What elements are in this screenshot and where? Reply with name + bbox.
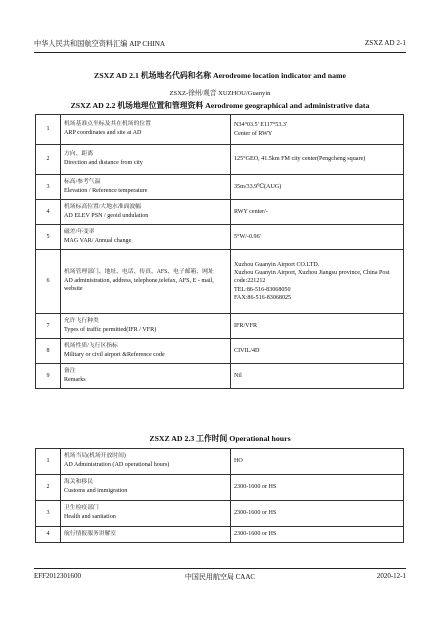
row-value — [231, 339, 404, 364]
table-row — [36, 527, 404, 543]
row-number: 2 — [36, 145, 61, 175]
value-line: 2300-1600 or HS — [234, 531, 277, 538]
value-line: Center of RWY — [234, 130, 273, 137]
value-line: CIVIL/4D — [234, 347, 260, 354]
label-english: AD administration, address, telephone,telefax, AFS, E - mail, website — [64, 278, 214, 293]
row-value — [231, 314, 404, 339]
section-2-2-title: ZSXZ AD 2.2 机场地理位置和管理资料 Aerodrome geographical and administrative data — [70, 101, 370, 110]
label-chinese: 卫生检疫部门 — [64, 505, 99, 512]
row-label — [61, 250, 231, 314]
row-number: 3 — [36, 175, 61, 200]
table-row — [36, 250, 404, 314]
row-value — [231, 527, 404, 543]
row-label — [61, 115, 231, 145]
table-row — [36, 449, 404, 475]
row-value — [231, 364, 404, 389]
label-english: Customs and immigration — [64, 488, 128, 495]
value-line: N34°03.5' E117°53.3' — [234, 122, 288, 129]
row-value — [231, 225, 404, 250]
row-number: 4 — [36, 200, 61, 225]
label-chinese: 航行情报服务讲解室 — [64, 530, 117, 537]
value-line: 2300-1600 or HS — [234, 484, 277, 491]
row-number: 4 — [36, 527, 61, 543]
value-line: IFR/VFR — [234, 322, 258, 329]
label-chinese: 方向、距离 — [64, 151, 93, 158]
row-value — [231, 475, 404, 501]
header-rule — [34, 52, 406, 53]
header-publication: 中华人民共和国航空资料汇编 AIP CHINA — [34, 40, 166, 48]
footer-rule — [34, 568, 406, 569]
value-line: RWY center/- — [234, 208, 268, 215]
value-line: 5°W/-0.96' — [234, 233, 261, 240]
row-number: 5 — [36, 225, 61, 250]
row-label — [61, 527, 231, 543]
label-english: Military or civil airport &Reference code — [64, 351, 165, 358]
table-row — [36, 145, 404, 175]
label-chinese: 机场标高位置/大地水准面波幅 — [64, 203, 141, 210]
row-number: 8 — [36, 339, 61, 364]
table-row — [36, 339, 404, 364]
footer-authority: 中国民用航空局 CAAC — [184, 573, 256, 581]
label-chinese: 机场性质/飞行区指标 — [64, 342, 118, 349]
row-value — [231, 250, 404, 314]
row-number: 2 — [36, 475, 61, 501]
row-number: 9 — [36, 364, 61, 389]
row-label — [61, 314, 231, 339]
table-row — [36, 364, 404, 389]
value-line: 125°GEO, 41.5km FM city center(Pengcheng square) — [234, 156, 366, 163]
row-value — [231, 145, 404, 175]
row-label — [61, 449, 231, 475]
row-number: 1 — [36, 115, 61, 145]
table-row — [36, 314, 404, 339]
page-footer — [34, 572, 406, 584]
value-line: FAX:86-516-83068025 — [234, 294, 292, 301]
label-english: ARP coordinates and site at AD — [64, 130, 142, 137]
table-row — [36, 225, 404, 250]
table-row — [36, 200, 404, 225]
value-line: TEL:86-516-83068050 — [234, 286, 291, 293]
footer-date: 2020-12-1 — [376, 572, 406, 580]
label-chinese: 海关和移民 — [64, 479, 93, 486]
row-label — [61, 145, 231, 175]
label-english: AD Administration (AD operational hours) — [64, 462, 170, 469]
page-header — [34, 39, 406, 51]
section-2-3-title: ZSXZ AD 2.3 工作时间 Operational hours — [149, 434, 291, 443]
label-english: MAG VAR/ Annual change — [64, 237, 132, 244]
label-chinese: 机场管理部门、地址、电话、传真、AFS、电子邮箱、网址 — [64, 269, 214, 276]
row-number: 1 — [36, 449, 61, 475]
aerodrome-name: ZSXZ-徐州/观音 XUZHOU/Guanyin — [169, 90, 271, 97]
label-chinese: 机场基准点坐标及其在机场的位置 — [64, 121, 151, 128]
table-row — [36, 175, 404, 200]
section-2-1-title: ZSXZ AD 2.1 机场地名代码和名称 Aerodrome location indicator and name — [94, 71, 346, 80]
row-label — [61, 475, 231, 501]
row-number: 7 — [36, 314, 61, 339]
label-chinese: 标高/参考气温 — [64, 178, 101, 185]
value-line: 2300-1600 or HS — [234, 510, 277, 517]
row-value — [231, 449, 404, 475]
row-label — [61, 339, 231, 364]
label-english: Health and sanitation — [64, 514, 116, 521]
label-english: Types of traffic permitted(IFR / VFR) — [64, 326, 157, 333]
value-line: HO — [234, 458, 243, 465]
row-value — [231, 200, 404, 225]
label-chinese: 机场当局(机场开放时间) — [64, 453, 126, 460]
value-line: Nil — [234, 372, 242, 379]
geo-admin-table — [35, 114, 404, 389]
row-value — [231, 175, 404, 200]
value-line: 35m/33.9℃(AUG) — [234, 183, 282, 190]
value-line: Xuzhou Guanyin Airport, Xuzhou Jiangsu province, China Post code:221212 — [234, 270, 390, 285]
row-number: 6 — [36, 250, 61, 314]
label-english: AD ELEV PSN / geoid undulation — [64, 212, 149, 219]
row-label — [61, 225, 231, 250]
table-row — [36, 501, 404, 527]
row-number: 3 — [36, 501, 61, 527]
table-row — [36, 115, 404, 145]
label-english: Elevation / Reference temperature — [64, 187, 148, 194]
row-value — [231, 501, 404, 527]
label-english: Remarks — [64, 376, 86, 383]
label-chinese: 磁差/年变率 — [64, 228, 95, 235]
label-english: Direction and distance from city — [64, 160, 143, 167]
row-label — [61, 501, 231, 527]
operational-hours-table — [35, 448, 404, 543]
label-chinese: 允许飞行种类 — [64, 317, 99, 324]
header-page-id: ZSXZ AD 2-1 — [364, 39, 406, 47]
value-line: Xuzhou Guanyin Airport CO.LTD. — [234, 261, 320, 268]
row-value — [231, 115, 404, 145]
row-label — [61, 175, 231, 200]
label-chinese: 备注 — [64, 367, 76, 374]
row-label — [61, 200, 231, 225]
row-label — [61, 364, 231, 389]
table-row — [36, 475, 404, 501]
footer-effective: EFF2012301600 — [34, 572, 82, 580]
